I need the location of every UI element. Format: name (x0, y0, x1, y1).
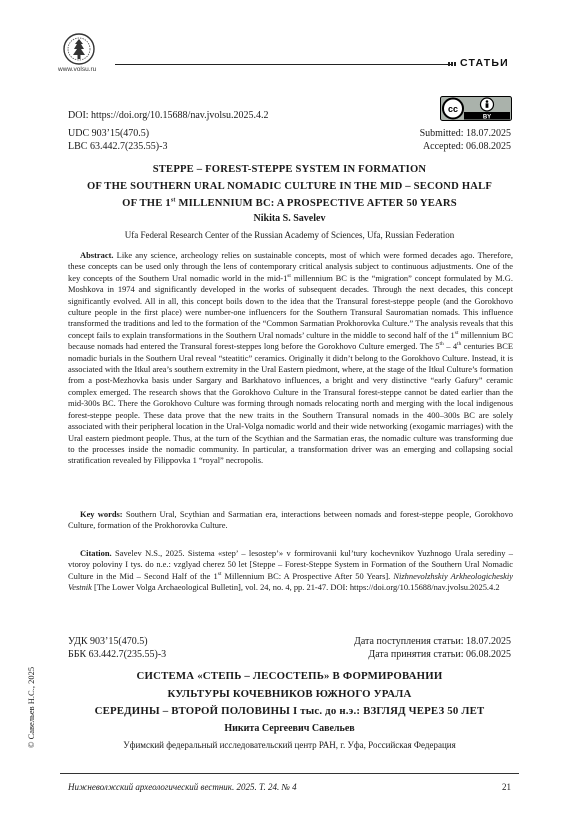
accepted-date-ru: Дата принятия статьи: 06.08.2025 (368, 649, 511, 660)
doi-en[interactable]: DOI: https://doi.org/10.15688/nav.jvolsu.2025.4.2 (68, 110, 269, 121)
title-en-line-3: OF THE 1st MILLENNIUM BC: A PROSPECTIVE AFTER 50 YEARS (122, 197, 457, 209)
author-name-ru: Никита Сергеевич Савельев (224, 723, 355, 734)
license-by-label: BY (482, 114, 492, 121)
title-en-line-2: OF THE SOUTHERN URAL NOMADIC CULTURE IN THE MID – SECOND HALF (86, 181, 493, 192)
article-title-en (60, 161, 519, 212)
cc-by-license-badge[interactable] (440, 96, 512, 121)
copyright-vertical: © Савельев Н.С., 2025 (26, 666, 36, 748)
udk-code: УДК 903’15(470.5) (68, 636, 148, 647)
affiliation-en: Ufa Federal Research Center of the Russian Academy of Sciences, Ufa, Russian Federation (124, 230, 455, 240)
affiliation-ru: Уфимский федеральный исследовательский центр РАН, г. Уфа, Российская Федерация (123, 740, 456, 750)
section-title: СТАТЬИ (460, 57, 509, 69)
section-rule (115, 64, 451, 65)
accepted-date: Accepted: 06.08.2025 (422, 141, 511, 152)
abstract-label: Abstract. (80, 250, 114, 260)
citation-journal: Nizhnevolzhskiy Arkheologicheskiy Vestnik (68, 570, 514, 593)
bbk-code: ББК 63.442.7(235.55)-3 (68, 649, 167, 660)
cc-icon (443, 99, 463, 119)
abstract: Abstract. Like any science, archeology relies on sustainable concepts, most of which were formed decades ago. Therefore, these concepts can be used only through the lens of contemporary critical analysis subject to continuous adjustments. One of the key concepts of the Southern Ural nomadic world in the mid-1st millennium BC is the “migration” concept formulated by M.G. Moshkova in 1974 and significantly developed in the works of subsequent decades. Through the next decades, this concept significantly evolved. All in all, this concept boils down to the idea that the Transural forest-steppe people (and the Gorokhovo culture people in the first place) were number-one influencers for the Southern Transural Sauromatian nomads. This influence transformed the traditions and led to the formation of the “Common Sarmatian Prokhorovka Culture.” The analysis reveals that this concept fails to explain transformations in the Southern Ural nomads’ culture in the middle to second half of the 1st millennium BC because nomads had entered the Transural forest-steppes long before the Gorokhovo Culture emerged. The 5th – 4th centuries BCE nomadic burials in the Southern Ural reveal “steatitic” ceramics. Originally it didn’t belong to the Gorokhovo Culture. Instead, it is associated with the Itkul area’s southern extremity in the Ural Eastern piedmont, where, at the stage of the Itkul Culture’s formation from a post-Mezhovka basis under Sargary and Barkhatovo influences, a bright and very distinctive “early Gafury” ceramic complex emerged. The research shows that the Gorokhovo Culture in the Transural forest-steppe cannot be dated earlier than the mid-300s BC. There the Gorokhovo Culture was forming through nomads relocating north and merging with the local indigenous forest-steppe people. These data prove that the new traits in the Southern Transural nomads in the 400–300s BC are solely associated with their peripheral location in the Ural-Volga nomadic world and their wide networking (exogamic marriages) with the Ural eastern piedmont people. Thus, at the turn of the Scythian and the Sarmatian eras, the nomadic culture was transforming due to the processes inside the nomadic community. In particular, a transformation driver was an emerging and collapsing social stratification revealed by Filippovka 1 “royal” necropolis. (68, 250, 514, 466)
citation-label: Citation. (80, 548, 112, 558)
footer-rule (60, 773, 519, 774)
udc-code: UDC 903’15(470.5) (68, 128, 150, 139)
page-number: 21 (502, 782, 511, 792)
keywords: Key words: Southern Ural, Scythian and Sarmatian era, interactions between nomads and forest-steppe people, Gorokhovo Culture, formation of the Prokhorovka Culture. (68, 509, 514, 531)
author-name-en: Nikita S. Savelev (253, 213, 326, 224)
citation: Citation. Savelev N.S., 2025. Sistema «step’ – lesostep’» v formirovanii kul’tury kochevnikov Yuzhnogo Urala serediny – vtoroy poloviny I tys. do n.e.: vzglyad cherez 50 let [Steppe – Forest-Steppe System in Formation of the Southern Ural Nomadic Culture in the Mid – Second Half of the 1st Millennium BC: A Prospective After 50 Years]. Nizhnevolzhskiy Arkheologicheskiy Vestnik [The Lower Volga Archaeological Bulletin], vol. 24, no. 4, pp. 21-47. DOI: https://doi.org/10.15688/nav.jvolsu.2025.4.2 (68, 548, 514, 593)
keywords-label: Key words: (80, 509, 123, 519)
svg-text:cc: cc (447, 104, 459, 114)
title-ru-line-1: СИСТЕМА «СТЕПЬ – ЛЕСОСТЕПЬ» В ФОРМИРОВАНИИ (136, 670, 443, 682)
submitted-date: Submitted: 18.07.2025 (419, 128, 511, 139)
title-ru-line-2: КУЛЬТУРЫ КОЧЕВНИКОВ ЮЖНОГО УРАЛА (167, 687, 412, 700)
university-logo (62, 32, 96, 66)
journal-footer: Нижневолжский археологический вестник. 2025. Т. 24. № 4 (68, 782, 297, 792)
title-en-line-1: STEPPE – FOREST-STEPPE SYSTEM IN FORMATION (152, 164, 427, 175)
article-title-ru (60, 668, 519, 721)
received-date-ru: Дата поступления статьи: 18.07.2025 (354, 636, 511, 647)
section-ornament (448, 61, 456, 67)
lbc-code: LBC 63.442.7(235.55)-3 (68, 141, 168, 152)
university-url[interactable]: www.volsu.ru (58, 66, 97, 73)
title-ru-line-3: СЕРЕДИНЫ – ВТОРОЙ ПОЛОВИНЫ I тыс. до н.э.: ВЗГЛЯД ЧЕРЕЗ 50 ЛЕТ (94, 705, 485, 717)
by-icon (481, 98, 494, 111)
